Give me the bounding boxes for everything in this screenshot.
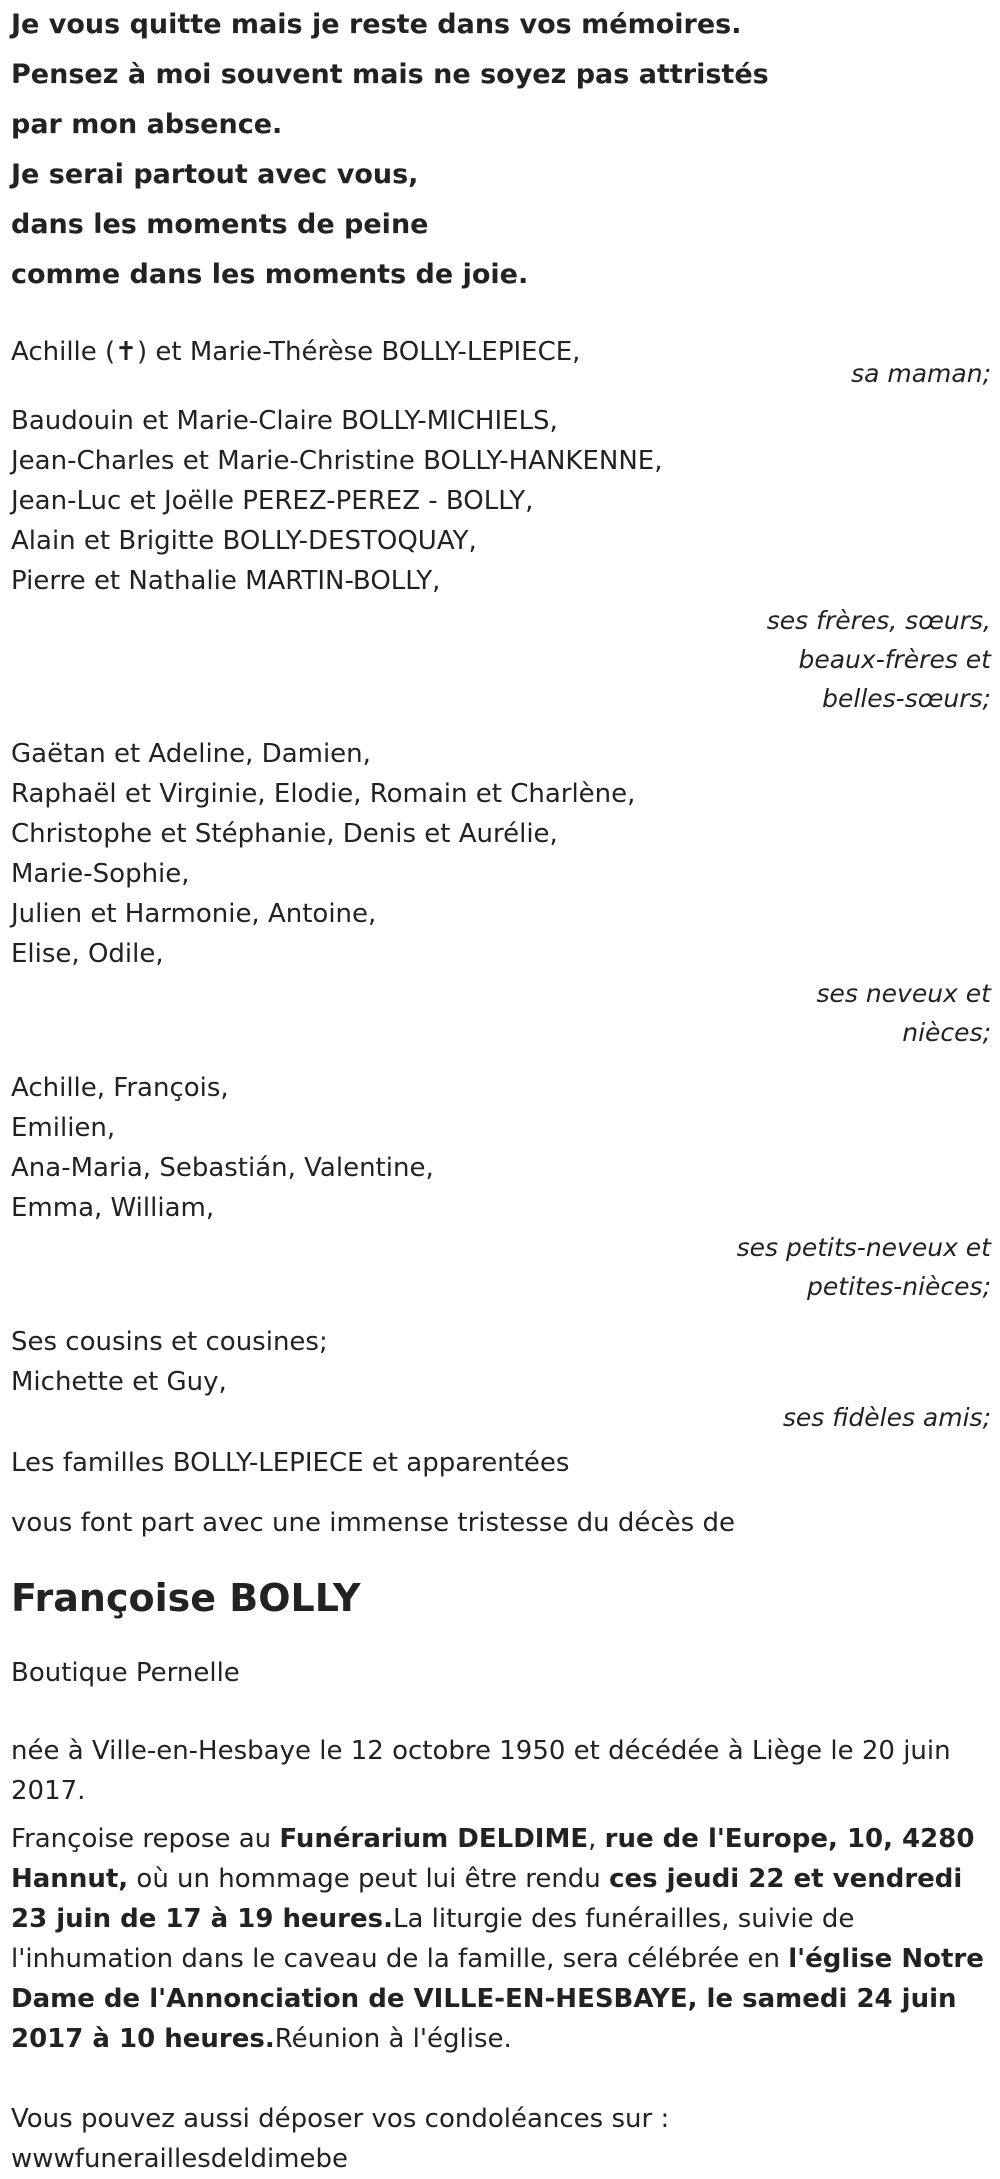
relation-line: ses neveux et	[816, 979, 991, 1008]
funeral-text: Réunion à l'église.	[274, 2024, 512, 2054]
funeral-text: ,	[588, 1824, 605, 1854]
grand-nephew-line: Emma, William,	[11, 1193, 215, 1223]
relation-friends: ses fidèles amis;	[782, 1403, 991, 1432]
funeral-text: Françoise repose au	[11, 1824, 280, 1854]
relation-line: petites-nièces;	[807, 1272, 991, 1301]
sibling-line: Baudouin et Marie-Claire BOLLY-MICHIELS,	[11, 406, 558, 436]
poem	[11, 0, 991, 300]
visitation-times: ces jeudi 22 et vendredi 23 juin de 17 à 19 heures.	[11, 1864, 963, 1934]
funeral-text: La liturgie des funérailles, suivie de l'inhumation dans le caveau de la famille, sera célébrée en	[11, 1904, 855, 1974]
cousins-friends-group	[11, 1322, 991, 1437]
poem-line: dans les moments de peine	[11, 209, 429, 240]
announcement: vous font part avec une immense tristesse du décès de	[11, 1508, 735, 1538]
relation-mother: sa maman;	[851, 359, 991, 388]
grand-nephews-group	[11, 1068, 991, 1306]
condolences-link[interactable]: wwwfuneraillesdeldimebe	[11, 2144, 349, 2174]
poem-line: Pensez à moi souvent mais ne soyez pas attristés	[11, 59, 769, 90]
business-name: Boutique Pernelle	[11, 1658, 240, 1688]
birth-death-info: née à Ville-en-Hesbaye le 12 octobre 1950 et décédée à Liège le 20 juin 2017.	[11, 1736, 951, 1806]
relation-line: ses petits-neveux et	[736, 1233, 991, 1262]
poem-line: comme dans les moments de joie.	[11, 259, 529, 290]
friends-line: Michette et Guy,	[11, 1367, 227, 1397]
families-group	[11, 1443, 991, 1483]
siblings-group	[11, 401, 991, 718]
families-line: Les familles BOLLY-LEPIECE et apparentées	[11, 1448, 570, 1478]
mother-group	[11, 332, 991, 393]
obituary-page	[11, 0, 991, 2179]
nephew-line: Julien et Harmonie, Antoine,	[11, 899, 377, 929]
relation-line: ses frères, sœurs,	[766, 606, 991, 635]
grand-nephew-line: Ana-Maria, Sebastián, Valentine,	[11, 1153, 434, 1183]
relation-grand-nephews	[11, 1228, 991, 1306]
grand-nephew-line: Emilien,	[11, 1113, 116, 1143]
ceremony-details: l'église Notre Dame de l'Annonciation de VILLE-EN-HESBAYE, le samedi 24 juin 2017 à 10 heures.	[11, 1944, 984, 2054]
relation-nephews	[11, 974, 991, 1052]
condolences-text: Vous pouvez aussi déposer vos condoléances sur :	[11, 2104, 670, 2134]
funeral-info	[11, 1819, 991, 2059]
relation-siblings	[11, 601, 991, 718]
nephew-line: Christophe et Stéphanie, Denis et Aurélie,	[11, 819, 558, 849]
relation-line: beaux-frères et	[798, 645, 991, 674]
poem-line: par mon absence.	[11, 109, 283, 140]
poem-line: Je vous quitte mais je reste dans vos mémoires.	[11, 9, 742, 40]
poem-line: Je serai partout avec vous,	[11, 159, 419, 190]
nephew-line: Elise, Odile,	[11, 939, 164, 969]
funeral-address: rue de l'Europe, 10, 4280 Hannut,	[11, 1824, 975, 1894]
mother-line: Achille (✝) et Marie-Thérèse BOLLY-LEPIECE,	[11, 337, 581, 367]
relation-line: belles-sœurs;	[822, 684, 991, 713]
cousins-line: Ses cousins et cousines;	[11, 1327, 328, 1357]
grand-nephew-line: Achille, François,	[11, 1073, 229, 1103]
nephew-line: Raphaël et Virginie, Elodie, Romain et Charlène,	[11, 779, 636, 809]
funeral-venue: Funérarium DELDIME	[279, 1824, 589, 1854]
nephew-line: Marie-Sophie,	[11, 859, 190, 889]
sibling-line: Alain et Brigitte BOLLY-DESTOQUAY,	[11, 526, 477, 556]
nephews-group	[11, 734, 991, 1052]
sibling-line: Pierre et Nathalie MARTIN-BOLLY,	[11, 566, 441, 596]
nephew-line: Gaëtan et Adeline, Damien,	[11, 739, 371, 769]
sibling-line: Jean-Charles et Marie-Christine BOLLY-HANKENNE,	[11, 446, 663, 476]
funeral-text: où un hommage peut lui être rendu	[128, 1864, 610, 1894]
deceased-name: Françoise BOLLY	[11, 1576, 361, 1620]
relation-line: nièces;	[902, 1018, 991, 1047]
sibling-line: Jean-Luc et Joëlle PEREZ-PEREZ - BOLLY,	[11, 486, 534, 516]
